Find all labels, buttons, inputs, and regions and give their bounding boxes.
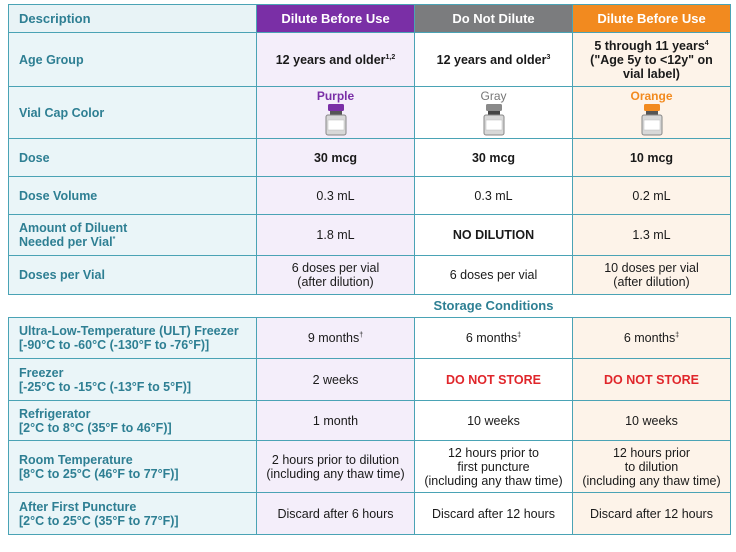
vial-cap-purple <box>257 87 415 139</box>
doses-per-vial-row <box>9 256 731 295</box>
dose-gray: 30 mcg <box>415 139 573 177</box>
diluent-purple: 1.8 mL <box>257 215 415 256</box>
dose-volume-gray: 0.3 mL <box>415 177 573 215</box>
doses-per-vial-orange: 10 doses per vial (after dilution) <box>573 256 731 295</box>
room-temperature-label: Room Temperature [8°C to 25°C (46°F to 77°F)] <box>9 441 257 493</box>
storage-title-row <box>9 295 731 318</box>
vial-cap-orange-name: Orange <box>630 88 673 103</box>
refrigerator-orange: 10 weeks <box>573 401 731 441</box>
age-group-label: Age Group <box>9 33 257 87</box>
doses-per-vial-purple: 6 doses per vial (after dilution) <box>257 256 415 295</box>
dose-label: Dose <box>9 139 257 177</box>
freezer-purple: 2 weeks <box>257 359 415 401</box>
description-header: Description <box>9 5 257 33</box>
refrigerator-gray: 10 weeks <box>415 401 573 441</box>
dose-row <box>9 139 731 177</box>
vial-cap-orange <box>573 87 731 139</box>
orange-vial-icon <box>639 104 665 136</box>
dose-volume-label: Dose Volume <box>9 177 257 215</box>
dose-orange: 10 mcg <box>573 139 731 177</box>
table-header-row <box>9 5 731 33</box>
purple-vial-icon <box>323 104 349 136</box>
room-temperature-gray: 12 hours prior to first puncture (including any thaw time) <box>415 441 573 493</box>
vaccine-comparison-table <box>8 4 731 535</box>
age-group-orange: 5 through 11 years$^4$ ("Age 5y to <12y" on vial label) <box>573 33 731 87</box>
refrigerator-label: Refrigerator [2°C to 8°C (35°F to 46°F)] <box>9 401 257 441</box>
diluent-row <box>9 215 731 256</box>
after-first-puncture-gray: Discard after 12 hours <box>415 493 573 535</box>
doses-per-vial-label: Doses per Vial <box>9 256 257 295</box>
dose-purple: 30 mcg <box>257 139 415 177</box>
ult-row <box>9 318 731 359</box>
after-first-puncture-label: After First Puncture [2°C to 25°C (35°F to 77°F)] <box>9 493 257 535</box>
age-group-row <box>9 33 731 87</box>
gray-column-header: Do Not Dilute <box>415 5 573 33</box>
ult-orange: 6 months‡ <box>573 318 731 359</box>
after-first-puncture-purple: Discard after 6 hours <box>257 493 415 535</box>
freezer-label: Freezer [-25°C to -15°C (-13°F to 5°F)] <box>9 359 257 401</box>
storage-conditions-title: Storage Conditions <box>433 298 554 313</box>
diluent-orange: 1.3 mL <box>573 215 731 256</box>
refrigerator-purple: 1 month <box>257 401 415 441</box>
dose-volume-purple: 0.3 mL <box>257 177 415 215</box>
ult-gray: 6 months‡ <box>415 318 573 359</box>
room-temperature-purple: 2 hours prior to dilution (including any thaw time) <box>257 441 415 493</box>
age-group-purple: 12 years and older$^{1,2}$ <box>257 33 415 87</box>
orange-column-header: Dilute Before Use <box>573 5 731 33</box>
room-temperature-orange: 12 hours prior to dilution (including any thaw time) <box>573 441 731 493</box>
vial-cap-gray-name: Gray <box>480 88 507 103</box>
after-first-puncture-orange: Discard after 12 hours <box>573 493 731 535</box>
refrigerator-row <box>9 401 731 441</box>
room-temperature-row <box>9 441 731 493</box>
ult-label: Ultra-Low-Temperature (ULT) Freezer [-90°C to -60°C (-130°F to -76°F)] <box>9 318 257 359</box>
vial-cap-gray <box>415 87 573 139</box>
diluent-gray: NO DILUTION <box>415 215 573 256</box>
freezer-orange: DO NOT STORE <box>573 359 731 401</box>
vial-cap-row <box>9 87 731 139</box>
dose-volume-orange: 0.2 mL <box>573 177 731 215</box>
freezer-gray: DO NOT STORE <box>415 359 573 401</box>
vial-cap-purple-name: Purple <box>316 88 355 103</box>
freezer-row <box>9 359 731 401</box>
age-group-gray: 12 years and older$^3$ <box>415 33 573 87</box>
purple-column-header: Dilute Before Use <box>257 5 415 33</box>
gray-vial-icon <box>481 104 507 136</box>
vial-cap-label: Vial Cap Color <box>9 87 257 139</box>
diluent-label: Amount of Diluent Needed per Vial* <box>9 215 257 256</box>
ult-purple: 9 months† <box>257 318 415 359</box>
dose-volume-row <box>9 177 731 215</box>
after-first-puncture-row <box>9 493 731 535</box>
doses-per-vial-gray: 6 doses per vial <box>415 256 573 295</box>
